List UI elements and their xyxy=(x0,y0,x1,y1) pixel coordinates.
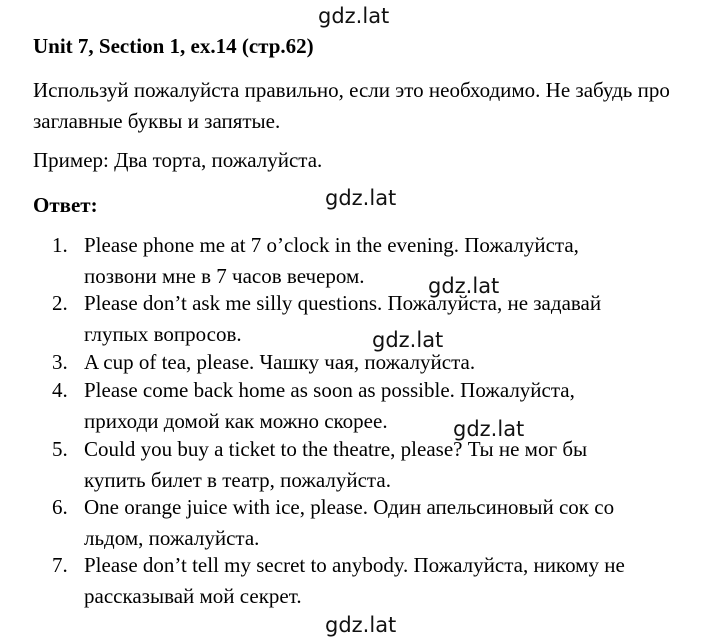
item-number: 3. xyxy=(52,350,68,374)
item-line: приходи домой как можно скорее. xyxy=(84,409,388,433)
item-line: рассказывай мой секрет. xyxy=(84,584,302,608)
item-number: 2. xyxy=(52,291,68,315)
answer-label: Ответ: xyxy=(33,193,98,217)
item-line: глупых вопросов. xyxy=(84,322,242,346)
watermark: gdz.lat xyxy=(325,613,397,637)
item-line: Please don’t tell my secret to anybody. Пожалуйста, никому не xyxy=(84,553,625,577)
item-text xyxy=(84,550,684,612)
watermark: gdz.lat xyxy=(453,417,525,441)
item-line: Please phone me at 7 o’clock in the evening. Пожалуйста, xyxy=(84,233,579,257)
item-line: A cup of tea, please. Чашку чая, пожалуйста. xyxy=(84,350,476,374)
item-text xyxy=(84,375,684,437)
watermark: gdz.lat xyxy=(318,4,390,28)
instruction-text: Используй пожалуйста правильно, если это необходимо. Не забудь про заглавные буквы и запятые. xyxy=(33,78,670,133)
item-text xyxy=(84,230,684,292)
item-line: Please come back home as soon as possible. Пожалуйста, xyxy=(84,378,575,402)
item-line: Could you buy a ticket to the theatre, please? Ты не мог бы xyxy=(84,437,588,461)
item-line: позвони мне в 7 часов вечером. xyxy=(84,264,365,288)
item-text xyxy=(84,288,684,350)
item-line: Please don’t ask me silly questions. Пожалуйста, не задавай xyxy=(84,291,602,315)
watermark: gdz.lat xyxy=(428,274,500,298)
exercise-title: Unit 7, Section 1, ex.14 (стр.62) xyxy=(33,34,314,58)
item-number: 7. xyxy=(52,553,68,577)
item-number: 6. xyxy=(52,495,68,519)
item-number: 4. xyxy=(52,378,68,402)
item-number: 5. xyxy=(52,437,68,461)
item-line: купить билет в театр, пожалуйста. xyxy=(84,468,391,492)
watermark: gdz.lat xyxy=(325,186,397,210)
item-text xyxy=(84,492,684,554)
item-number: 1. xyxy=(52,233,68,257)
item-text xyxy=(84,347,684,378)
item-text xyxy=(84,434,684,496)
watermark: gdz.lat xyxy=(372,328,444,352)
item-line: One orange juice with ice, please. Один апельсиновый сок со xyxy=(84,495,615,519)
example-text: Пример: Два торта, пожалуйста. xyxy=(33,148,323,172)
item-line: льдом, пожалуйста. xyxy=(84,526,260,550)
